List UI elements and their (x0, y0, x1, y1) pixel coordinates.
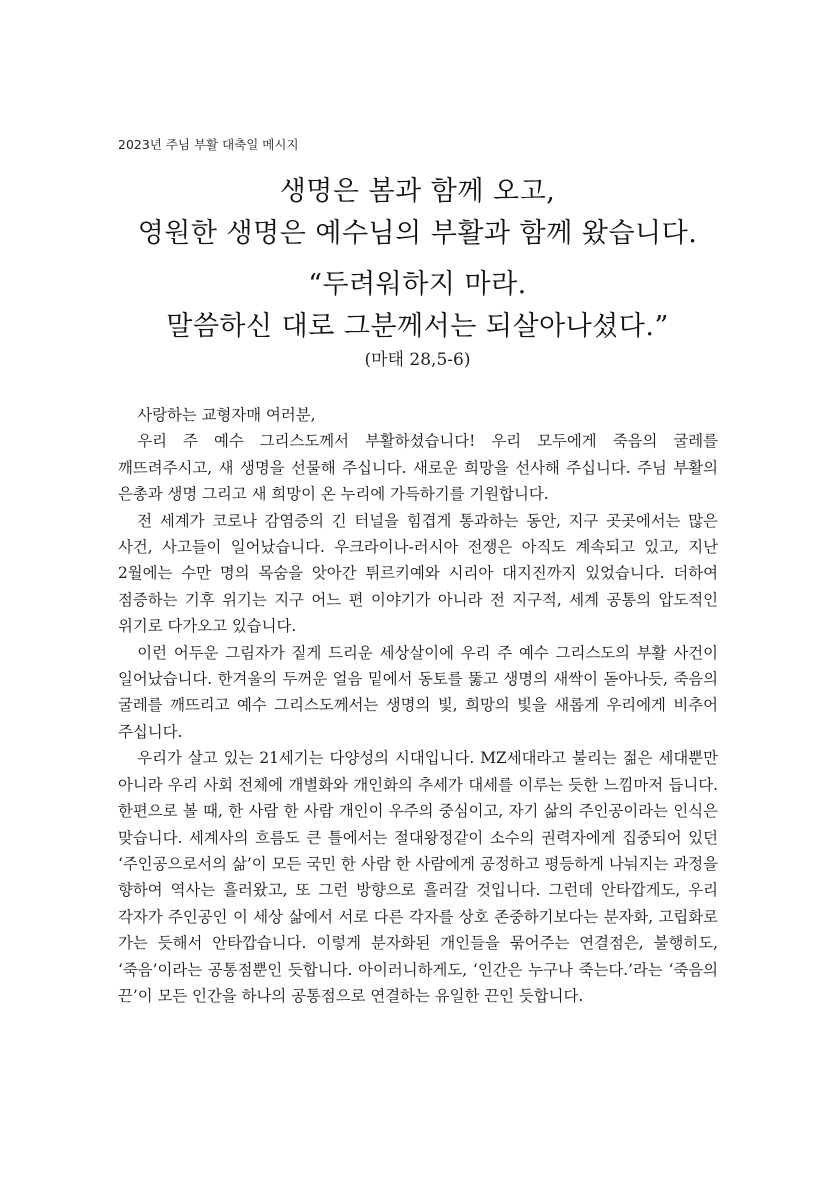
paragraph-1: 우리 주 예수 그리스도께서 부활하셨습니다! 우리 모두에게 죽음의 굴레를 깨뜨려주시고, 새 생명을 선물해 주십니다. 새로운 희망을 선사해 주십니다. 주님 부활의 은총과 생명 그리고 새 희망이 온 누리에 가득하기를 기원합니다. (118, 432, 718, 504)
headline-line-3: “두려워하지 마라. (308, 269, 527, 300)
document-header-label: 2023년 주님 부활 대축일 메시지 (118, 137, 299, 152)
paragraph-2: 전 세계가 코로나 감염증의 긴 터널을 힘겹게 통과하는 동안, 지구 곳곳에서는 많은 사건, 사고들이 일어났습니다. 우크라이나-러시아 전쟁은 아직도 계속되고 있고, 지난 2월에는 수만 명의 목숨을 앗아간 튀르키예와 시리아 대지진까지 있었습니다. 더하여 점증하는 기후 위기는 지구 어느 편 이야기가 아니라 전 지구적, 세계 공통의 압도적인 위기로 다가오고 있습니다. (118, 511, 718, 636)
paragraph-3: 이런 어두운 그림자가 짙게 드리운 세상살이에 우리 주 예수 그리스도의 부활 사건이 일어났습니다. 한겨울의 두꺼운 얼음 밑에서 동토를 뚫고 생명의 새싹이 돋아나듯, 죽음의 굴레를 깨뜨리고 예수 그리스도께서는 생명의 빛, 희망의 빛을 새롭게 우리에게 비추어 주십니다. (118, 643, 718, 741)
headline-line-2: 영원한 생명은 예수님의 부활과 함께 왔습니다. (137, 218, 698, 249)
headline-line-4: 말씀하신 대로 그분께서는 되살아나셨다.” (166, 311, 669, 342)
message-body (118, 402, 718, 1009)
salutation: 사랑하는 교형자매 여러분, (137, 406, 316, 424)
headline-line-1: 생명은 봄과 함께 오고, (279, 176, 556, 207)
paragraph-4: 우리가 살고 있는 21세기는 다양성의 시대입니다. MZ세대라고 불리는 젊은 세대뿐만 아니라 우리 사회 전체에 개별화와 개인화의 추세가 대세를 이루는 듯한 느낌마저 듭니다. 한편으로 볼 때, 한 사람 한 사람 개인이 우주의 중심이고, 자기 삶의 주인공이라는 인식은 맞습니다. 세계사의 흐름도 큰 틀에서는 절대왕정같이 소수의 권력자에게 집중되어 있던 ‘주인공으로서의 삶’이 모든 국민 한 사람 한 사람에게 공정하고 평등하게 나눠지는 과정을 향하여 역사는 흘러왔고, 또 그런 방향으로 흘러갈 것입니다. 그런데 안타깝게도, 우리 각자가 주인공인 이 세상 삶에서 서로 다른 각자를 상호 존중하기보다는 분자화, 고립화로 가는 듯해서 안타깝습니다. 이렇게 분자화된 개인들을 묶어주는 연결점은, 불행히도, ‘죽음’이라는 공통점뿐인 듯합니다. 아이러니하게도, ‘인간은 누구나 죽는다.’라는 ‘죽음의 끈’이 모든 인간을 하나의 공통점으로 연결하는 유일한 끈인 듯합니다. (118, 749, 718, 1005)
scripture-citation: (마태 28,5-6) (364, 350, 471, 370)
